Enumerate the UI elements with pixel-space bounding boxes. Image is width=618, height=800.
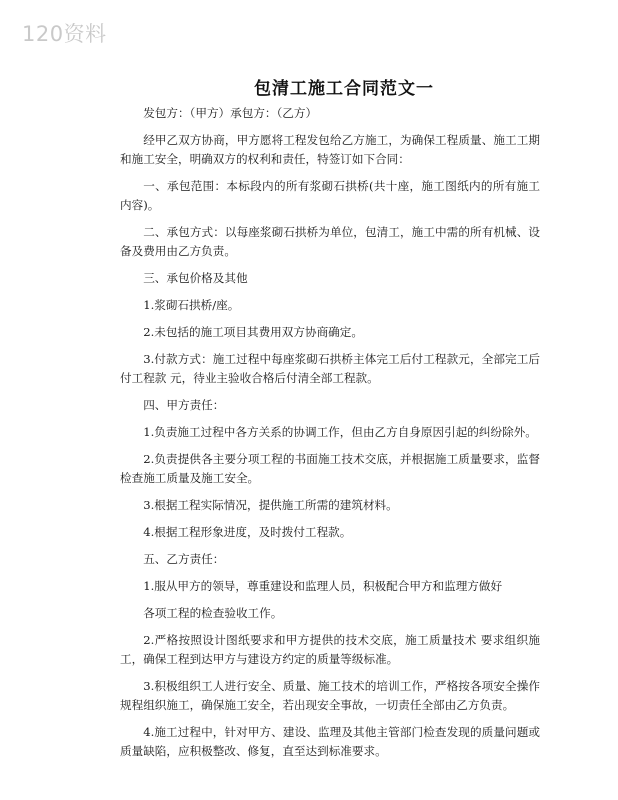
section-price-heading: 三、承包价格及其他 (143, 271, 248, 285)
party-b-item-1-continued: 各项工程的检查验收工作。 (143, 606, 283, 620)
section-scope: 一、承包范围：本标段内的所有浆砌石拱桥(共十座，施工图纸内的所有施工内容)。 (120, 179, 540, 212)
section-party-b-heading: 五、乙方责任： (143, 552, 225, 566)
party-b-item-4: 4.施工过程中，针对甲方、建设、监理及其他主管部门检查发现的质量问题或质量缺陷，应积极整改、修复，直至达到标准要求。 (120, 725, 540, 758)
party-b-item-3: 3.积极组织工人进行安全、质量、施工技术的培训工作，严格按各项安全操作规程组织施工，确保施工安全，若出现安全事故，一切责任全部由乙方负责。 (120, 679, 540, 712)
party-a-item-1: 1.负责施工过程中各方关系的协调工作，但由乙方自身原因引起的纠纷除外。 (143, 425, 537, 439)
parties-line: 发包方：（甲方）承包方：（乙方） (143, 106, 318, 120)
party-b-item-2: 2.严格按照设计图纸要求和甲方提供的技术交底，施工质量技术 要求组织施工，确保工程到达甲方与建设方约定的质量等级标准。 (120, 633, 540, 666)
party-a-item-3: 3.根据工程实际情况，提供施工所需的建筑材料。 (143, 498, 398, 512)
preamble-paragraph: 经甲乙双方协商，甲方愿将工程发包给乙方施工，为确保工程质量、施工工期和施工安全，明确双方的权利和责任，特签订如下合同： (120, 133, 540, 166)
section-method: 二、承包方式：以每座浆砌石拱桥为单位，包清工，施工中需的所有机械、设备及费用由乙方负责。 (120, 225, 540, 258)
price-item-3: 3.付款方式：施工过程中每座浆砌石拱桥主体完工后付工程款元，全部完工后付工程款 元，待业主验收合格后付清全部工程款。 (120, 352, 540, 385)
section-party-a-heading: 四、甲方责任： (143, 398, 225, 412)
document-body (120, 104, 540, 769)
party-a-item-4: 4.根据工程形象进度，及时拨付工程款。 (143, 525, 352, 539)
watermark: 120资料 (22, 22, 107, 46)
document-title: 包清工施工合同范文一 (254, 79, 434, 99)
price-item-1: 1.浆砌石拱桥/座。 (143, 298, 240, 312)
price-item-2: 2.未包括的施工项目其费用双方协商确定。 (143, 325, 363, 339)
party-a-item-2: 2.负责提供各主要分项工程的书面施工技术交底，并根据施工质量要求，监督检查施工质量及施工安全。 (120, 452, 540, 485)
party-b-item-1: 1.服从甲方的领导，尊重建设和监理人员，积极配合甲方和监理方做好 (143, 579, 503, 593)
